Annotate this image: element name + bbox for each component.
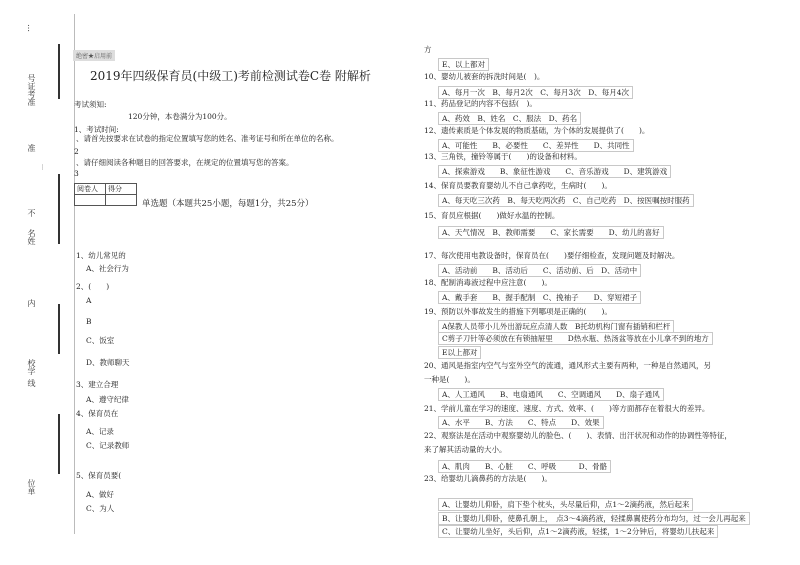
notice-item3: 3 <box>74 169 79 178</box>
question-stem: 12、遗传素质是个体发展的物质基础，为个体的发展提供了( )。 <box>424 126 650 135</box>
question-stem: 2、( ) <box>76 282 110 291</box>
answer-option: A、每天吃三次药 B、每天吃两次药 C、自己吃药 D、按医嘱按时服药 <box>438 194 694 207</box>
answer-option: E、以上都对 <box>438 58 489 71</box>
answer-option: A、可能性 B、必要性 C、差异性 D、共同性 <box>438 139 634 152</box>
answer-option: A、社会行为 <box>86 264 129 273</box>
seal-label-exam-number: 号证考准 <box>27 74 36 106</box>
question-stem: 20、通风是指室内空气与室外空气的流通，通风形式主要有两种，一种是自然通风，另 <box>424 361 712 370</box>
question-continuation: 一种是( )。 <box>424 375 475 384</box>
answer-option: B、让婴幼儿仰卧，使鼻孔朝上， 点3～4滴药液，轻揉鼻翼使药分布均匀，过一会儿再起来 <box>438 512 750 525</box>
seal-bar <box>58 304 60 354</box>
notice-item2-text: 、请仔细阅读各种题目的回答要求，在规定的位置填写您的答案。 <box>76 158 294 167</box>
question-stem: 13、三角铁，撞铃等属于( )的设备和材料。 <box>424 152 582 161</box>
answer-option: A、天气情况 B、教师需要 C、家长需要 D、幼儿的喜好 <box>438 226 664 239</box>
answer-option: C、让婴幼儿坐好，头后仰，点1～2滴药液，轻揉，1～2分钟后，将婴幼儿扶起来 <box>438 525 718 538</box>
question-stem: 4、保育员在 <box>76 409 119 418</box>
answer-option: E以上都对 <box>438 346 481 359</box>
notice-heading: 考试须知: <box>74 100 107 109</box>
answer-option: A、药效 B、姓名 C、服法 D、药名 <box>438 112 581 125</box>
score-table-score: 得分 <box>106 184 137 195</box>
question-continuation: 来了解其活动量的大小。 <box>424 445 507 454</box>
notice-item2: 2 <box>74 147 79 156</box>
answer-option: C、饭室 <box>86 336 115 345</box>
seal-dots: … <box>40 164 47 170</box>
seal-label-bu: 不 <box>27 209 36 217</box>
seal-label-school: 校学 <box>27 359 36 375</box>
question-stem: 23、给婴幼儿滴鼻药的方法是( )。 <box>424 474 552 483</box>
score-table-grader: 阅卷人 <box>75 184 106 195</box>
seal-label-name: 名姓 <box>27 229 36 245</box>
answer-option: A、做好 <box>86 490 114 499</box>
page-title: 2019年四级保育员(中级工)考前检测试卷C卷 附解析 <box>90 69 371 83</box>
question-stem: 14、保育员要教育婴幼儿不自己拿药吃，生病时( )。 <box>424 181 612 190</box>
score-table-cell[interactable] <box>75 195 106 206</box>
answer-option: A <box>86 296 92 305</box>
score-table-cell[interactable] <box>106 195 137 206</box>
notice-item1: 1、考试时间: <box>74 125 119 134</box>
question-stem: 11、药品登记的内容不包括( )。 <box>424 99 537 108</box>
question-stem: 19、预防以外事故发生的措施下列哪项是正确的( )。 <box>424 307 612 316</box>
secret-tag: 绝密★启用前 <box>73 50 115 61</box>
question-stem: 21、学前儿童在学习的速度、速度、方式、效率、( )等方面都存在着很大的差异。 <box>424 404 710 413</box>
question-stem: 3、建立合理 <box>76 380 119 389</box>
question-stem: 18、配制消毒液过程中应注意( )。 <box>424 278 552 287</box>
answer-option: A、记录 <box>86 427 114 436</box>
question-stem: 15、育员应根据( )做好水温的控制。 <box>424 211 560 220</box>
seal-bar <box>58 174 60 244</box>
answer-option: D、教师聊天 <box>86 358 130 367</box>
answer-option: A保教人员带小儿外出游玩应点清人数 B托幼机构门窗有插销和栏杆 <box>438 320 674 333</box>
answer-option: A、人工通风 B、电扇通风 C、空调通风 D、扇子通风 <box>438 388 664 401</box>
question-stem: 22、观察法是在活动中观察婴幼儿的脸色、( )、表情、出汗状况和动作的协调性等特征， <box>424 431 732 440</box>
answer-option: A、戴手套 B、握手配制 C、挽袖子 D、穿短裙子 <box>438 291 641 304</box>
answer-option: A、探索游戏 B、象征性游戏 C、音乐游戏 D、建筑游戏 <box>438 165 671 178</box>
question-continuation: 方 <box>424 45 432 54</box>
answer-option: A、肌肉 B、心脏 C、呼吸 D、骨骼 <box>438 460 611 473</box>
notice-item1-text: 、请首先按要求在试卷的指定位置填写您的姓名、准考证号和所在单位的名称。 <box>76 134 339 143</box>
question-stem: 1、幼儿常见的 <box>76 251 126 260</box>
answer-option: B <box>86 317 92 326</box>
seal-label-xian: 线 <box>27 379 36 387</box>
notice-time: 120分钟，本卷满分为100分。 <box>128 112 232 121</box>
question-stem: 5、保育员要( <box>76 471 122 480</box>
answer-option: A、活动前 B、活动后 C、活动前、后 D、活动中 <box>438 264 641 277</box>
score-table <box>74 183 137 206</box>
seal-bar <box>58 44 60 99</box>
question-stem: 10、婴幼儿被套的拆洗时间是( )。 <box>424 72 545 81</box>
seal-label-zhun: 准 <box>27 144 36 152</box>
answer-option: C、为人 <box>86 504 115 513</box>
answer-option: C、记录教师 <box>86 441 130 450</box>
seal-label-unit: 位单 <box>27 479 36 495</box>
seal-dots: … <box>26 24 35 32</box>
seal-label-nei: 内 <box>27 299 36 307</box>
answer-option: A、每月一次 B、每月2次 C、每月3次 D、每月4次 <box>438 86 633 99</box>
answer-option: A、遵守纪律 <box>86 395 129 404</box>
answer-option: A、让婴幼儿仰卧，肩下垫个枕头，头尽量后仰，点1～2滴药液，然后起来 <box>438 498 693 511</box>
seal-bar <box>58 414 60 474</box>
question-stem: 17、每次使用电教设备时，保育员在( )要仔细检查，发现问题及时解决。 <box>424 251 680 260</box>
answer-option: A、水平 B、方法 C、特点 D、效果 <box>438 416 604 429</box>
section-heading: 单选题（本题共25小题，每题1分，共25分） <box>142 199 314 209</box>
answer-option: C剪子刀针等必须放在有锁抽屉里 D热水瓶、热汤盆等放在小儿拿不到的地方 <box>438 332 713 345</box>
binding-seal-strip <box>22 14 75 534</box>
